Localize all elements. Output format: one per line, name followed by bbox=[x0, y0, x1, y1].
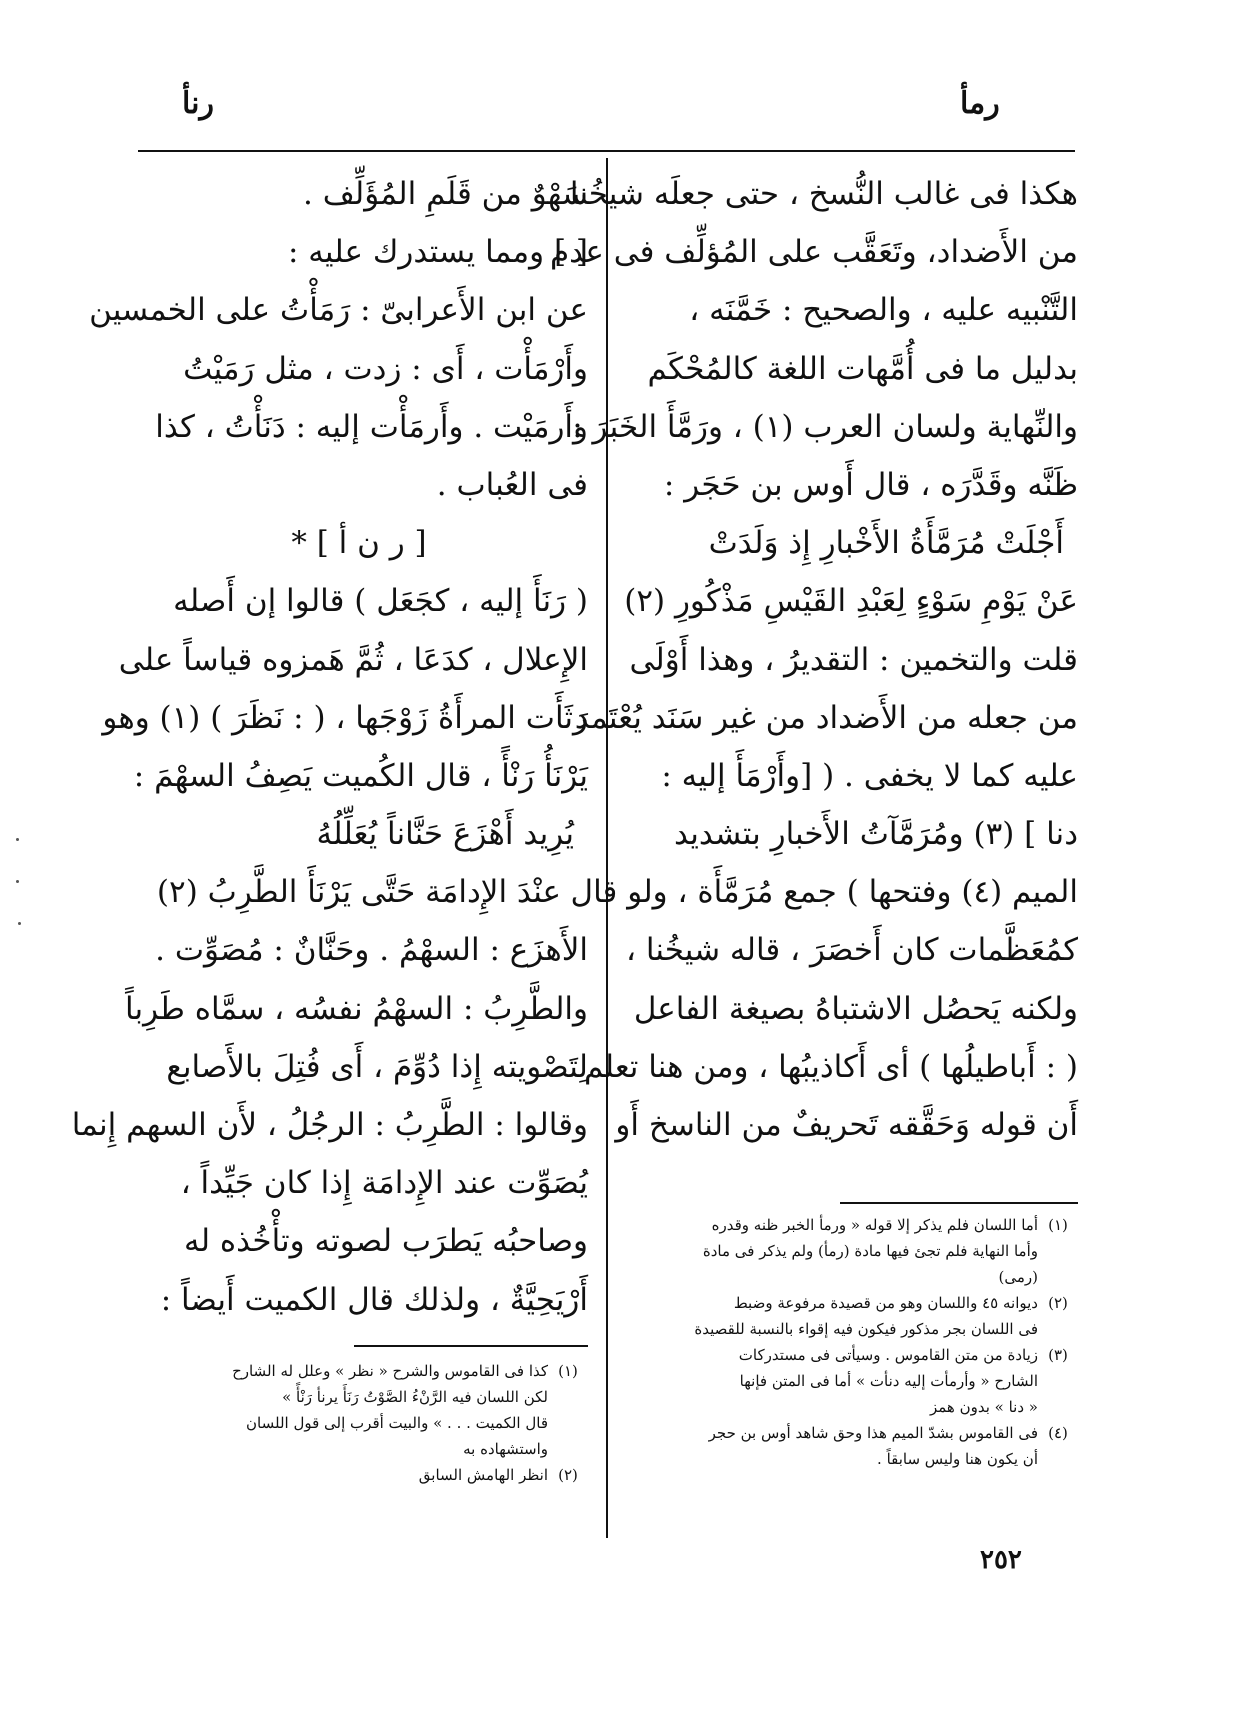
text-line: رَثَأَت المرأَةُ زَوْجَها ، ( : نَظَرَ ) (١) وهو bbox=[102, 699, 588, 736]
text-line: هكذا فى غالب النُّسخ ، حتى جعلَه شيخُنا bbox=[569, 176, 1078, 212]
text-line: أَن قوله وَحَقَّقه تَحريفٌ من الناسخ أَو bbox=[615, 1107, 1078, 1143]
left-footnotes bbox=[130, 1358, 588, 1488]
text-line: الإِعلال ، كدَعَا ، ثُمَّ هَمزوه قياساً على bbox=[118, 641, 588, 678]
footnote-line: « دنا » بدون همز bbox=[929, 1398, 1038, 1416]
text-line: التَّنْبيه عليه ، والصحيح : خَمَّنَه ، bbox=[689, 292, 1078, 329]
text-line: بدليل ما فى أُمَّهات اللغة كالمُحْكَم bbox=[647, 350, 1078, 387]
footnote-line: قال الكميت . . . » والبيت أقرب إلى قول اللسان bbox=[246, 1414, 548, 1432]
text-line: ولكنه يَحصُل الاشتباهُ بصيغة الفاعل bbox=[633, 990, 1078, 1027]
text-line: والنِّهاية ولسان العرب (١) ، ورَمَّأَ الخَبَرَ : bbox=[572, 408, 1078, 445]
footnote bbox=[630, 1342, 1078, 1420]
footnote-line: ديوانه ٤٥ واللسان وهو من قصيدة مرفوعة وضبط bbox=[733, 1294, 1038, 1312]
text-line: عن ابن الأَعرابىّ : رَمَأْتُ على الخمسين bbox=[89, 292, 588, 329]
footnote-number: (٤) bbox=[1048, 1424, 1068, 1442]
footnote-number: (٢) bbox=[1048, 1294, 1068, 1312]
text-line: من جعله من الأَضداد من غير سَنَد يُعْتَمد bbox=[574, 699, 1078, 736]
footnote-line: أما اللسان فلم يذكر إلا قوله « ورمأ الخبر ظنه وقدره bbox=[711, 1216, 1038, 1234]
text-line: لِتَصْويته إِذا دُوِّمَ ، أَى فُتِلَ بالأَصابع bbox=[166, 1048, 588, 1085]
text-line: والطَّرِبُ : السهْمُ نفسُه ، سمَّاه طَرِباً bbox=[125, 990, 588, 1027]
footnote-line: وأما النهاية فلم تجئ فيها مادة (رمأ) ولم يذكر فى مادة bbox=[702, 1242, 1038, 1260]
footnote-number: (٣) bbox=[1048, 1346, 1068, 1364]
footnote bbox=[130, 1462, 588, 1488]
text-line: يُصَوِّت عند الإِدامَة إِذا كان جَيِّداً ، bbox=[180, 1165, 588, 1202]
text-line: يَرْنَأُ رَنْأً ، قال الكُميت يَصِفُ السهْمَ : bbox=[133, 757, 588, 794]
footnote-line: أن يكون هنا وليس سابقاً . bbox=[877, 1450, 1038, 1468]
text-line: سَهْوٌ من قَلَمِ المُؤَلِّف . bbox=[303, 176, 588, 212]
scan-speck bbox=[16, 880, 19, 883]
text-line: وأَرْمَأْت ، أَى : زدت ، مثل رَمَيْتُ bbox=[183, 350, 588, 387]
footnote bbox=[630, 1420, 1078, 1472]
text-line: وصاحبُه يَطرَب لصوته وتأْخُذه له bbox=[183, 1223, 588, 1260]
footnote-line: انظر الهامش السابق bbox=[418, 1466, 548, 1484]
footnote-rule bbox=[840, 1202, 1078, 1204]
footnote-line: زيادة من متن القاموس . وسيأتى فى مستدركات bbox=[738, 1346, 1038, 1364]
left-column bbox=[71, 165, 588, 1329]
verse-line: عنْدَ الإِدامَة حَتَّى يَرْنَأَ الطَّرِبُ (٢) bbox=[156, 874, 562, 911]
right-footnotes bbox=[630, 1212, 1078, 1472]
page-number: ٢٥٢ bbox=[980, 1545, 1022, 1575]
footnote-number: (١) bbox=[558, 1362, 578, 1380]
text-line: [ ] ومما يستدرك عليه : bbox=[287, 234, 588, 271]
header-left-word: رنأ bbox=[182, 86, 214, 121]
text-line: وقالوا : الطَّرِبُ : الرجُلُ ، لأَن السهم إِنما bbox=[71, 1107, 588, 1143]
footnote bbox=[630, 1290, 1078, 1342]
footnote-rule bbox=[354, 1345, 588, 1347]
column-divider bbox=[606, 158, 608, 1538]
footnote-number: (١) bbox=[1048, 1216, 1068, 1234]
verse-line: عَنْ يَوْمِ سَوْءٍ لِعَبْدِ القَيْسِ مَذْكُورِ (٢) bbox=[624, 583, 1078, 620]
text-line: وأَرمَيْت . وأَرمَأْت إليه : دَنَأْتُ ، كذا bbox=[155, 408, 588, 445]
text-line: كمُعَظَّمات كان أَخصَرَ ، قاله شيخُنا ، bbox=[626, 932, 1078, 969]
footnote-number: (٢) bbox=[558, 1466, 578, 1484]
header-right-word: رمأ bbox=[960, 86, 1000, 121]
footnote-line: (رمى) bbox=[998, 1268, 1038, 1286]
text-line: عليه كما لا يخفى . ( [وأَرْمَأَ إليه : bbox=[661, 757, 1078, 794]
entry-heading: [ ر ن أ ] * bbox=[291, 525, 427, 562]
verse-line: يُرِيد أَهْزَعَ حَنَّاناً يُعَلِّلُهُ bbox=[316, 816, 574, 853]
scan-speck bbox=[18, 922, 21, 925]
scan-speck bbox=[16, 838, 19, 841]
text-line: أَرْيَحِيَّةٌ ، ولذلك قال الكميت أَيضاً : bbox=[160, 1281, 588, 1318]
footnote-line: لكن اللسان فيه الرَّنْءُ الصَّوْتُ رَنَأَ يرنأ رَنْأً » bbox=[282, 1388, 548, 1406]
text-line: ظَنَّه وقَدَّرَه ، قال أَوس بن حَجَر : bbox=[663, 466, 1078, 503]
text-line: دنا ] (٣) ومُرَمَّآتُ الأَخبارِ بتشديد bbox=[673, 816, 1078, 853]
verse-line: أَجْلَتْ مُرَمَّأَةُ الأَخْبارِ إِذ وَلَدَتْ bbox=[708, 525, 1064, 562]
text-line: الميم (٤) وفتحها ) جمع مُرَمَّأَة ، ولو قال bbox=[570, 874, 1078, 911]
footnote-line: كذا فى القاموس والشرح « نظر » وعلل له الشارح bbox=[232, 1362, 548, 1380]
text-line: ( : أَباطيلُها ) أى أَكاذيبُها ، ومن هنا تعلم bbox=[583, 1048, 1078, 1085]
footnote-line: الشارح « وأرمأت إليه دنأت » أما فى المتن فإنها bbox=[739, 1372, 1038, 1390]
header-rule bbox=[138, 150, 1075, 152]
footnote bbox=[630, 1212, 1078, 1290]
footnote-line: فى القاموس بشدّ الميم هذا وحق شاهد أوس بن حجر bbox=[708, 1424, 1038, 1442]
text-line: من الأَضداد، وتَعَقَّب على المُؤلِّف فى عدم bbox=[549, 234, 1078, 271]
text-line: الأَهزَع : السهْمُ . وحَنَّانٌ : مُصَوِّت . bbox=[155, 932, 588, 969]
footnote-line: واستشهاده به bbox=[463, 1440, 548, 1458]
text-line: ( رَنَأَ إليه ، كجَعَل ) قالوا إن أَصله bbox=[173, 583, 588, 620]
footnote bbox=[130, 1358, 588, 1462]
footnote-line: فى اللسان بجر مذكور فيكون فيه إقواء بالنسبة للقصيدة bbox=[694, 1320, 1038, 1338]
text-line: قلت والتخمين : التقديرُ ، وهذا أَوْلَى bbox=[629, 641, 1078, 678]
text-line: فى العُباب . bbox=[436, 466, 588, 503]
right-column bbox=[549, 165, 1078, 1154]
